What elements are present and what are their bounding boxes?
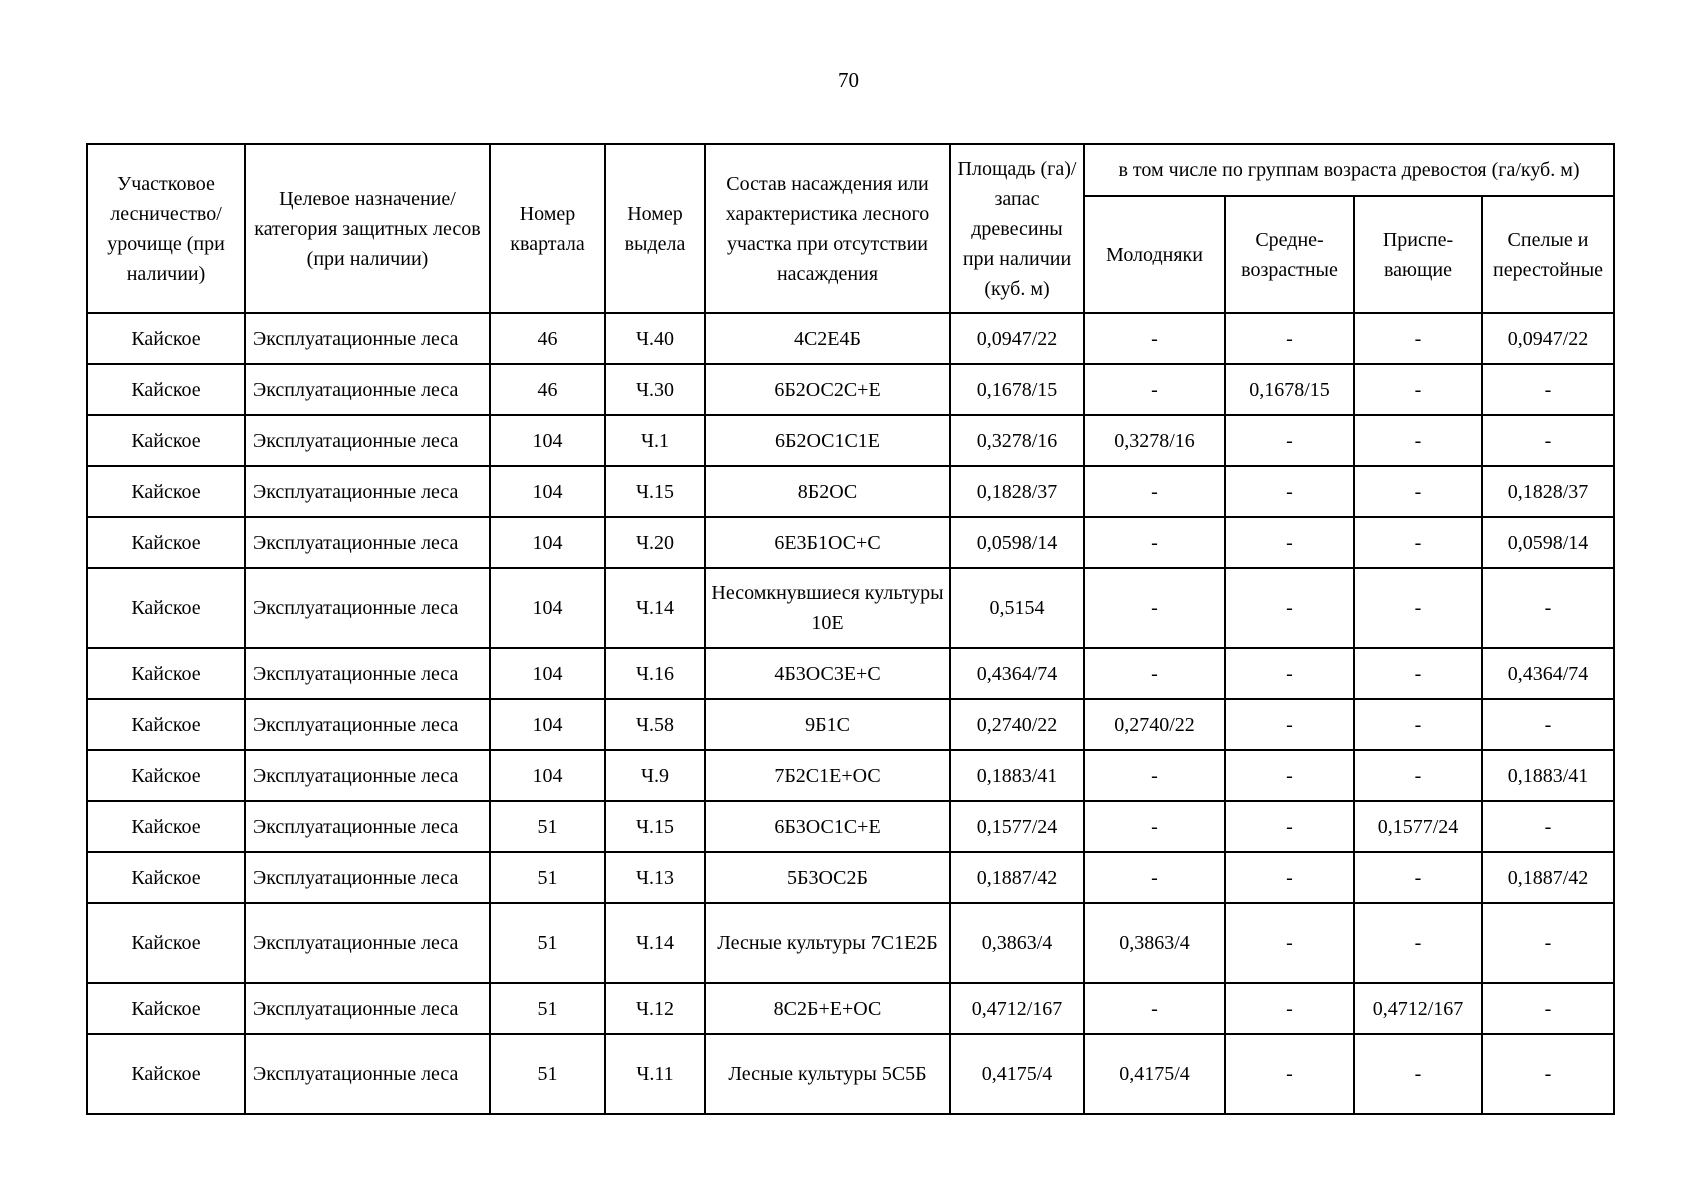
cell-quarter: 104 xyxy=(490,648,605,699)
cell-allotment: Ч.14 xyxy=(605,903,705,983)
cell-middle: - xyxy=(1225,648,1354,699)
cell-maturing: - xyxy=(1354,517,1482,568)
cell-mature: - xyxy=(1482,364,1614,415)
table-row xyxy=(87,852,1614,903)
cell-area: 0,1678/15 xyxy=(950,364,1084,415)
table-row xyxy=(87,1034,1614,1114)
cell-quarter: 51 xyxy=(490,801,605,852)
table-row xyxy=(87,903,1614,983)
cell-mature: 0,1828/37 xyxy=(1482,466,1614,517)
cell-allotment: Ч.12 xyxy=(605,983,705,1034)
cell-purpose: Эксплуатационные леса xyxy=(245,568,490,648)
cell-composition: Лесные культуры 7С1Е2Б xyxy=(705,903,950,983)
cell-allotment: Ч.11 xyxy=(605,1034,705,1114)
cell-maturing: - xyxy=(1354,568,1482,648)
cell-allotment: Ч.9 xyxy=(605,750,705,801)
cell-quarter: 104 xyxy=(490,466,605,517)
cell-maturing: - xyxy=(1354,364,1482,415)
cell-forestry: Кайское xyxy=(87,313,245,364)
cell-purpose: Эксплуатационные леса xyxy=(245,313,490,364)
col-header-quarter: Номер квартала xyxy=(490,144,605,313)
col-header-mature: Спелые и перестойные xyxy=(1482,196,1614,313)
cell-purpose: Эксплуатационные леса xyxy=(245,648,490,699)
cell-forestry: Кайское xyxy=(87,801,245,852)
cell-quarter: 104 xyxy=(490,750,605,801)
cell-quarter: 51 xyxy=(490,903,605,983)
cell-quarter: 104 xyxy=(490,517,605,568)
cell-maturing: - xyxy=(1354,699,1482,750)
table-row xyxy=(87,466,1614,517)
forest-plots-table xyxy=(86,143,1615,1115)
cell-composition: 6Б2ОС2С+Е xyxy=(705,364,950,415)
cell-area: 0,5154 xyxy=(950,568,1084,648)
cell-allotment: Ч.13 xyxy=(605,852,705,903)
cell-forestry: Кайское xyxy=(87,750,245,801)
cell-forestry: Кайское xyxy=(87,364,245,415)
cell-allotment: Ч.14 xyxy=(605,568,705,648)
table-row xyxy=(87,699,1614,750)
cell-mature: - xyxy=(1482,699,1614,750)
cell-quarter: 51 xyxy=(490,852,605,903)
cell-composition: 6Б3ОС1С+Е xyxy=(705,801,950,852)
cell-mature: 0,0598/14 xyxy=(1482,517,1614,568)
cell-forestry: Кайское xyxy=(87,983,245,1034)
cell-middle: - xyxy=(1225,568,1354,648)
table-row xyxy=(87,415,1614,466)
table-row xyxy=(87,750,1614,801)
cell-forestry: Кайское xyxy=(87,648,245,699)
cell-middle: - xyxy=(1225,750,1354,801)
cell-area: 0,1887/42 xyxy=(950,852,1084,903)
cell-middle: - xyxy=(1225,313,1354,364)
cell-quarter: 51 xyxy=(490,983,605,1034)
col-header-age-groups: в том числе по группам возраста древостоя (га/куб. м) xyxy=(1084,144,1614,196)
cell-quarter: 46 xyxy=(490,313,605,364)
col-header-maturing: Приспе-вающие xyxy=(1354,196,1482,313)
cell-area: 0,1883/41 xyxy=(950,750,1084,801)
cell-composition: 9Б1С xyxy=(705,699,950,750)
cell-young: - xyxy=(1084,364,1225,415)
cell-composition: 6Е3Б1ОС+С xyxy=(705,517,950,568)
cell-composition: 8Б2ОС xyxy=(705,466,950,517)
cell-quarter: 51 xyxy=(490,1034,605,1114)
cell-allotment: Ч.15 xyxy=(605,466,705,517)
cell-allotment: Ч.16 xyxy=(605,648,705,699)
cell-area: 0,2740/22 xyxy=(950,699,1084,750)
cell-middle: - xyxy=(1225,852,1354,903)
col-header-young: Молодняки xyxy=(1084,196,1225,313)
cell-middle: - xyxy=(1225,415,1354,466)
cell-maturing: - xyxy=(1354,415,1482,466)
cell-middle: 0,1678/15 xyxy=(1225,364,1354,415)
cell-young: 0,3863/4 xyxy=(1084,903,1225,983)
cell-middle: - xyxy=(1225,1034,1354,1114)
table-body xyxy=(87,313,1614,1114)
cell-area: 0,4175/4 xyxy=(950,1034,1084,1114)
cell-young: 0,2740/22 xyxy=(1084,699,1225,750)
cell-middle: - xyxy=(1225,903,1354,983)
cell-allotment: Ч.1 xyxy=(605,415,705,466)
cell-allotment: Ч.20 xyxy=(605,517,705,568)
cell-mature: - xyxy=(1482,568,1614,648)
cell-middle: - xyxy=(1225,801,1354,852)
cell-mature: - xyxy=(1482,983,1614,1034)
cell-area: 0,1577/24 xyxy=(950,801,1084,852)
table-row xyxy=(87,517,1614,568)
cell-forestry: Кайское xyxy=(87,466,245,517)
cell-mature: 0,4364/74 xyxy=(1482,648,1614,699)
cell-young: - xyxy=(1084,568,1225,648)
table-row xyxy=(87,568,1614,648)
cell-forestry: Кайское xyxy=(87,903,245,983)
cell-allotment: Ч.58 xyxy=(605,699,705,750)
cell-area: 0,3278/16 xyxy=(950,415,1084,466)
cell-forestry: Кайское xyxy=(87,1034,245,1114)
cell-quarter: 46 xyxy=(490,364,605,415)
table-row xyxy=(87,648,1614,699)
cell-maturing: 0,4712/167 xyxy=(1354,983,1482,1034)
cell-purpose: Эксплуатационные леса xyxy=(245,415,490,466)
cell-middle: - xyxy=(1225,983,1354,1034)
col-header-composition: Состав насаждения или характеристика лесного участка при отсутствии насаждения xyxy=(705,144,950,313)
cell-mature: 0,1887/42 xyxy=(1482,852,1614,903)
cell-mature: - xyxy=(1482,903,1614,983)
cell-allotment: Ч.30 xyxy=(605,364,705,415)
cell-purpose: Эксплуатационные леса xyxy=(245,699,490,750)
cell-composition: 7Б2С1Е+ОС xyxy=(705,750,950,801)
cell-young: - xyxy=(1084,852,1225,903)
cell-young: - xyxy=(1084,517,1225,568)
cell-purpose: Эксплуатационные леса xyxy=(245,750,490,801)
cell-quarter: 104 xyxy=(490,568,605,648)
cell-middle: - xyxy=(1225,699,1354,750)
cell-middle: - xyxy=(1225,466,1354,517)
cell-composition: Лесные культуры 5С5Б xyxy=(705,1034,950,1114)
cell-forestry: Кайское xyxy=(87,852,245,903)
table-row xyxy=(87,313,1614,364)
cell-purpose: Эксплуатационные леса xyxy=(245,983,490,1034)
col-header-purpose: Целевое назначение/ категория защитных лесов (при наличии) xyxy=(245,144,490,313)
cell-maturing: - xyxy=(1354,1034,1482,1114)
cell-forestry: Кайское xyxy=(87,568,245,648)
table-row xyxy=(87,983,1614,1034)
cell-quarter: 104 xyxy=(490,415,605,466)
col-header-area: Площадь (га)/ запас древесины при наличии (куб. м) xyxy=(950,144,1084,313)
cell-purpose: Эксплуатационные леса xyxy=(245,852,490,903)
cell-maturing: - xyxy=(1354,903,1482,983)
table-row xyxy=(87,364,1614,415)
cell-purpose: Эксплуатационные леса xyxy=(245,1034,490,1114)
cell-purpose: Эксплуатационные леса xyxy=(245,466,490,517)
cell-young: 0,4175/4 xyxy=(1084,1034,1225,1114)
cell-mature: - xyxy=(1482,801,1614,852)
header-row-top xyxy=(87,144,1614,196)
cell-purpose: Эксплуатационные леса xyxy=(245,517,490,568)
cell-maturing: - xyxy=(1354,852,1482,903)
cell-composition: Несомкнувшиеся культуры 10Е xyxy=(705,568,950,648)
cell-area: 0,4364/74 xyxy=(950,648,1084,699)
cell-mature: - xyxy=(1482,415,1614,466)
cell-composition: 4Б3ОС3Е+С xyxy=(705,648,950,699)
cell-maturing: 0,1577/24 xyxy=(1354,801,1482,852)
cell-area: 0,0598/14 xyxy=(950,517,1084,568)
page-number: 70 xyxy=(838,68,859,92)
cell-young: - xyxy=(1084,983,1225,1034)
cell-area: 0,1828/37 xyxy=(950,466,1084,517)
cell-area: 0,4712/167 xyxy=(950,983,1084,1034)
cell-area: 0,3863/4 xyxy=(950,903,1084,983)
cell-young: - xyxy=(1084,750,1225,801)
cell-maturing: - xyxy=(1354,750,1482,801)
col-header-middle: Средне-возрастные xyxy=(1225,196,1354,313)
cell-composition: 8С2Б+Е+ОС xyxy=(705,983,950,1034)
cell-forestry: Кайское xyxy=(87,415,245,466)
cell-mature: - xyxy=(1482,1034,1614,1114)
cell-young: 0,3278/16 xyxy=(1084,415,1225,466)
cell-forestry: Кайское xyxy=(87,517,245,568)
cell-maturing: - xyxy=(1354,313,1482,364)
cell-composition: 6Б2ОС1С1Е xyxy=(705,415,950,466)
cell-young: - xyxy=(1084,313,1225,364)
cell-young: - xyxy=(1084,801,1225,852)
cell-purpose: Эксплуатационные леса xyxy=(245,903,490,983)
cell-composition: 5Б3ОС2Б xyxy=(705,852,950,903)
cell-forestry: Кайское xyxy=(87,699,245,750)
cell-quarter: 104 xyxy=(490,699,605,750)
cell-allotment: Ч.15 xyxy=(605,801,705,852)
cell-allotment: Ч.40 xyxy=(605,313,705,364)
cell-purpose: Эксплуатационные леса xyxy=(245,364,490,415)
cell-composition: 4С2Е4Б xyxy=(705,313,950,364)
cell-area: 0,0947/22 xyxy=(950,313,1084,364)
cell-mature: 0,1883/41 xyxy=(1482,750,1614,801)
cell-middle: - xyxy=(1225,517,1354,568)
cell-young: - xyxy=(1084,466,1225,517)
col-header-allotment: Номер выдела xyxy=(605,144,705,313)
cell-maturing: - xyxy=(1354,466,1482,517)
cell-purpose: Эксплуатационные леса xyxy=(245,801,490,852)
cell-maturing: - xyxy=(1354,648,1482,699)
cell-young: - xyxy=(1084,648,1225,699)
cell-mature: 0,0947/22 xyxy=(1482,313,1614,364)
table-row xyxy=(87,801,1614,852)
col-header-forestry: Участковое лесничество/ урочище (при наличии) xyxy=(87,144,245,313)
